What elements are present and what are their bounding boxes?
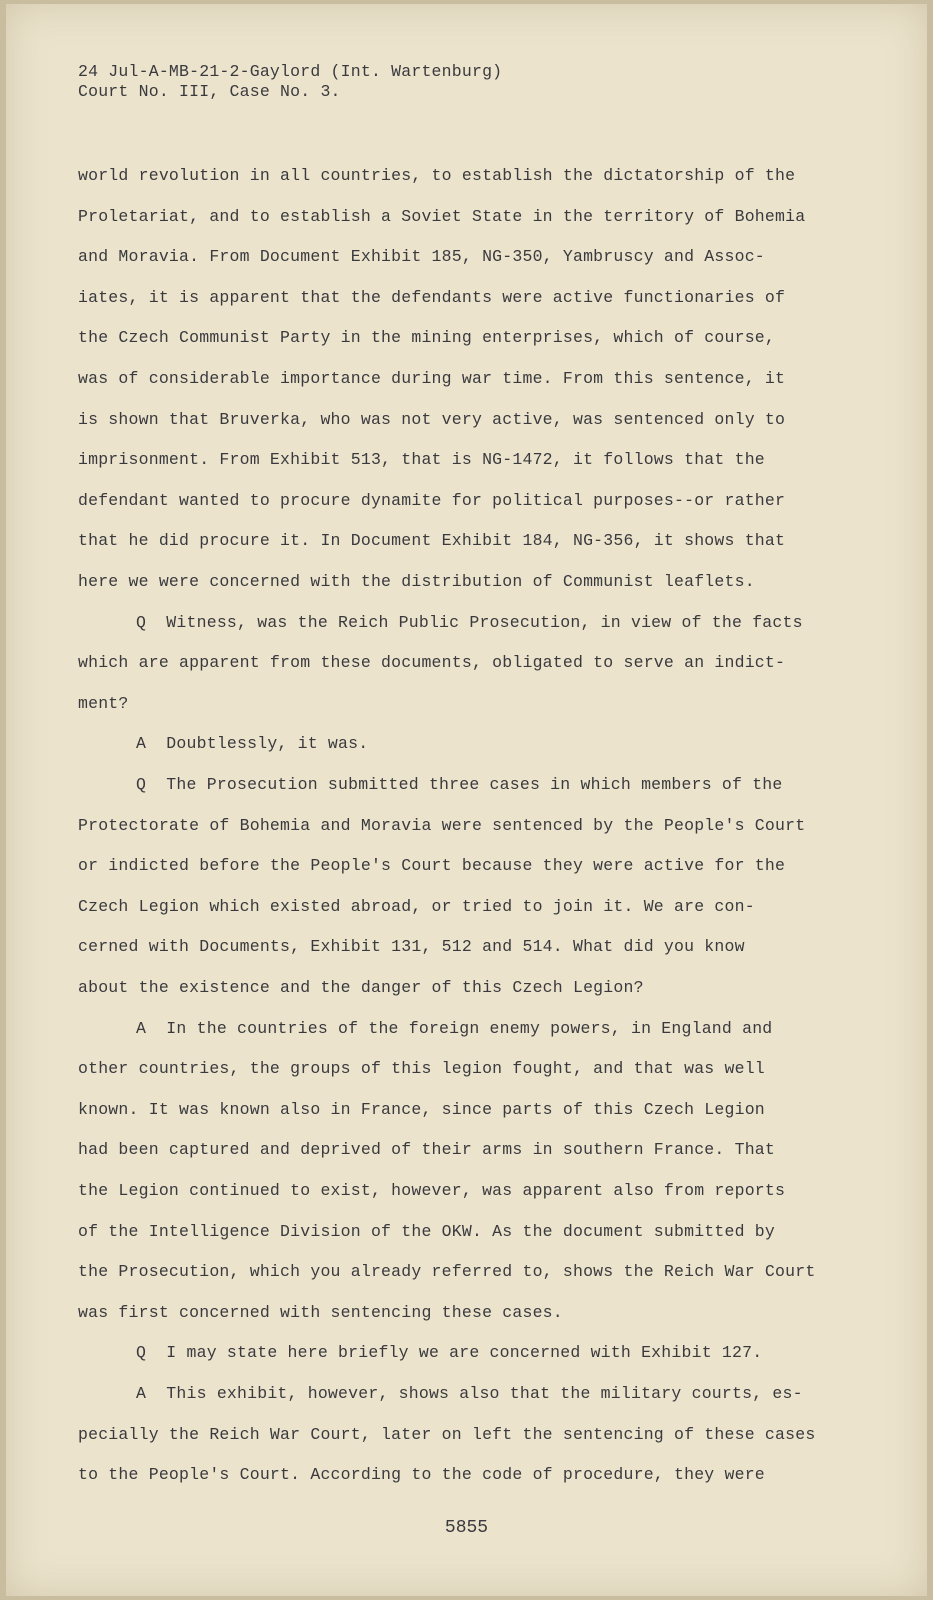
text-line: and Moravia. From Document Exhibit 185, NG-350, Yambruscy and Assoc- [78,247,765,267]
text-line: here we were concerned with the distribution of Communist leaflets. [78,572,755,591]
text-line: other countries, the groups of this legion fought, and that was well [78,1059,765,1079]
text-line: had been captured and deprived of their arms in southern France. That [78,1140,776,1160]
text-line: was of considerable importance during war time. From this sentence, it [78,369,786,388]
text-line: ment? [78,693,129,713]
text-line: or indicted before the People's Court because they were active for the [78,856,786,876]
text-line: to the People's Court. According to the code of procedure, they were [78,1465,765,1485]
text-line: the Legion continued to exist, however, was apparent also from reports [78,1181,786,1200]
text-line: the Czech Communist Party in the mining enterprises, which of course, [78,328,776,348]
document-page [6,4,927,1596]
text-line: iates, it is apparent that the defendants were active functionaries of [78,287,786,307]
text-line: Czech Legion which existed abroad, or tried to join it. We are con- [78,896,755,916]
header-line-1: 24 Jul-A-MB-21-2-Gaylord (Int. Wartenburg) [78,62,503,81]
text-line: Proletariat, and to establish a Soviet State in the territory of Bohemia [78,206,806,226]
text-line: was first concerned with sentencing these cases. [78,1302,563,1322]
text-line: Q The Prosecution submitted three cases in which members of the [136,775,783,794]
page-number: 5855 [444,1518,489,1538]
text-line: imprisonment. From Exhibit 513, that is NG-1472, it follows that the [78,450,765,470]
text-line: A This exhibit, however, shows also that the military courts, es- [136,1384,803,1403]
text-line: of the Intelligence Division of the OKW. As the document submitted by [78,1221,776,1241]
text-line: which are apparent from these documents, obligated to serve an indict- [78,653,786,673]
text-line: pecially the Reich War Court, later on left the sentencing of these cases [78,1424,816,1444]
text-line: Protectorate of Bohemia and Moravia were sentenced by the People's Court [78,815,806,835]
text-line: about the existence and the danger of this Czech Legion? [78,978,644,997]
text-line: A In the countries of the foreign enemy powers, in England and [136,1018,773,1038]
text-line: defendant wanted to procure dynamite for political purposes--or rather [78,490,786,510]
text-line: Q I may state here briefly we are concerned with Exhibit 127. [136,1343,763,1363]
text-line: world revolution in all countries, to establish the dictatorship of the [78,166,796,185]
text-line: cerned with Documents, Exhibit 131, 512 and 514. What did you know [78,937,745,957]
text-line: known. It was known also in France, since parts of this Czech Legion [78,1099,765,1119]
text-line: Q Witness, was the Reich Public Prosecution, in view of the facts [136,612,803,632]
header-line-2: Court No. III, Case No. 3. [78,82,341,101]
text-line: is shown that Bruverka, who was not very active, was sentenced only to [78,409,786,429]
text-line: the Prosecution, which you already referred to, shows the Reich War Court [78,1262,816,1282]
text-line: that he did procure it. In Document Exhibit 184, NG-356, it shows that [78,531,786,551]
text-line: A Doubtlessly, it was. [136,734,369,754]
